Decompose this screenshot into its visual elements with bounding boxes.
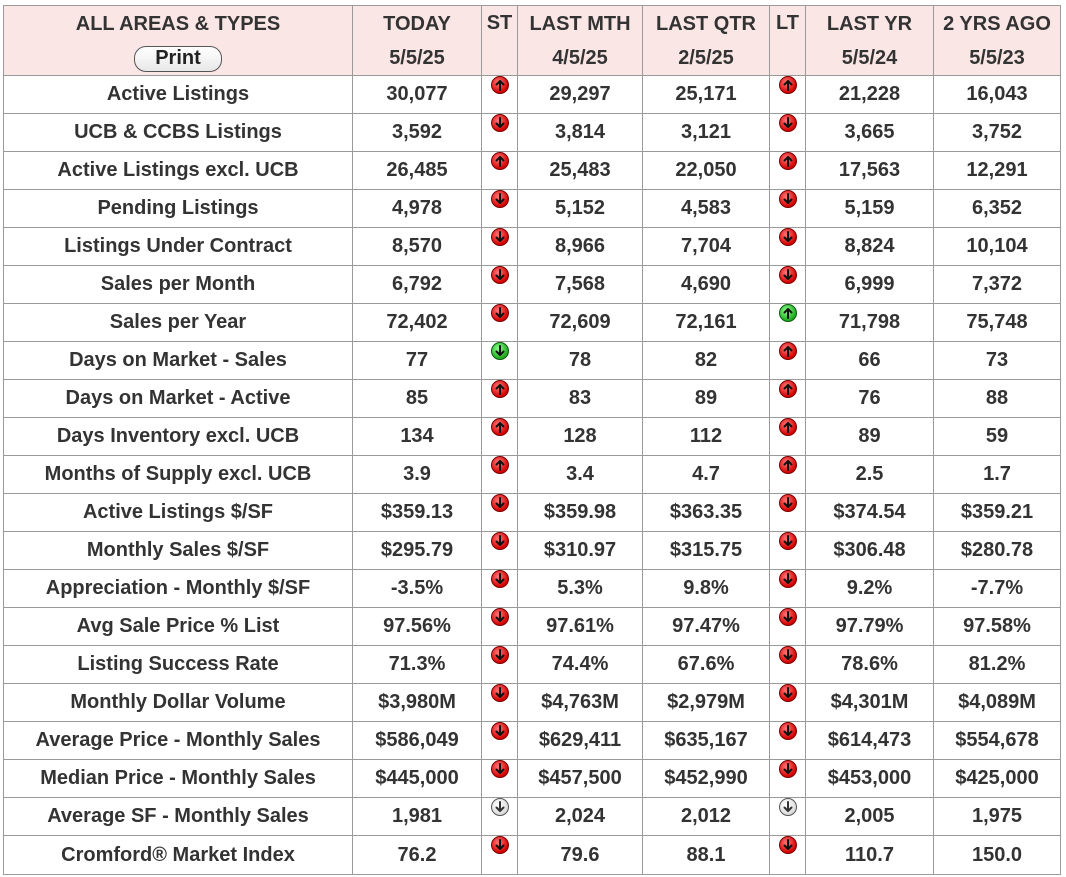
lt-arrow-cell bbox=[770, 342, 806, 380]
last-qtr-value: $363.35 bbox=[643, 494, 770, 532]
arrow-down-red-icon bbox=[491, 304, 509, 322]
today-value: 134 bbox=[353, 418, 482, 456]
today-value: 6,792 bbox=[353, 266, 482, 304]
arrow-down-red-icon bbox=[491, 646, 509, 664]
table-row bbox=[4, 266, 1061, 304]
table-row bbox=[4, 342, 1061, 380]
arrow-down-red-icon bbox=[491, 228, 509, 246]
last-mth-value: 29,297 bbox=[518, 76, 643, 114]
col-lt bbox=[770, 6, 806, 76]
table-row bbox=[4, 152, 1061, 190]
arrow-down-red-icon bbox=[779, 266, 797, 284]
last-mth-value: 5,152 bbox=[518, 190, 643, 228]
arrow-up-red-icon bbox=[491, 456, 509, 474]
arrow-down-red-icon bbox=[779, 608, 797, 626]
st-arrow-cell bbox=[482, 342, 518, 380]
last-yr-value: $306.48 bbox=[806, 532, 934, 570]
metric-label: Avg Sale Price % List bbox=[4, 608, 353, 646]
col-last-qtr bbox=[643, 6, 770, 76]
lt-arrow-cell bbox=[770, 456, 806, 494]
st-arrow-cell bbox=[482, 646, 518, 684]
st-arrow-cell bbox=[482, 684, 518, 722]
st-arrow-cell bbox=[482, 836, 518, 875]
last-qtr-value: $452,990 bbox=[643, 760, 770, 798]
metric-label: Days on Market - Active bbox=[4, 380, 353, 418]
col-st-label: ST bbox=[486, 12, 513, 34]
st-arrow-cell bbox=[482, 722, 518, 760]
today-value: 1,981 bbox=[353, 798, 482, 836]
arrow-down-red-icon bbox=[779, 494, 797, 512]
metric-label: UCB & CCBS Listings bbox=[4, 114, 353, 152]
lt-arrow-cell bbox=[770, 570, 806, 608]
two-yrs-value: 6,352 bbox=[934, 190, 1061, 228]
metric-label: Sales per Year bbox=[4, 304, 353, 342]
arrow-down-red-icon bbox=[491, 760, 509, 778]
col-lt-label: LT bbox=[776, 12, 799, 34]
col-last-qtr-label: LAST QTR bbox=[656, 12, 756, 35]
area-title-cell bbox=[4, 6, 353, 76]
arrow-up-red-icon bbox=[491, 152, 509, 170]
two-yrs-value: $4,089M bbox=[934, 684, 1061, 722]
last-yr-value: 76 bbox=[806, 380, 934, 418]
last-mth-value: $359.98 bbox=[518, 494, 643, 532]
last-qtr-value: 72,161 bbox=[643, 304, 770, 342]
table-body bbox=[4, 76, 1061, 875]
last-qtr-value: 97.47% bbox=[643, 608, 770, 646]
last-mth-value: 25,483 bbox=[518, 152, 643, 190]
two-yrs-value: -7.7% bbox=[934, 570, 1061, 608]
table-row bbox=[4, 228, 1061, 266]
today-value: 72,402 bbox=[353, 304, 482, 342]
today-value: 3,592 bbox=[353, 114, 482, 152]
last-mth-value: 3.4 bbox=[518, 456, 643, 494]
arrow-down-red-icon bbox=[779, 570, 797, 588]
st-arrow-cell bbox=[482, 608, 518, 646]
arrow-down-red-icon bbox=[491, 684, 509, 702]
last-qtr-value: 4,690 bbox=[643, 266, 770, 304]
header-row bbox=[4, 6, 1061, 76]
table-row bbox=[4, 684, 1061, 722]
col-st bbox=[482, 6, 518, 76]
today-value: $359.13 bbox=[353, 494, 482, 532]
table-row bbox=[4, 190, 1061, 228]
today-value: $295.79 bbox=[353, 532, 482, 570]
today-value: 4,978 bbox=[353, 190, 482, 228]
arrow-up-red-icon bbox=[491, 76, 509, 94]
lt-arrow-cell bbox=[770, 722, 806, 760]
two-yrs-value: 75,748 bbox=[934, 304, 1061, 342]
metric-label: Average SF - Monthly Sales bbox=[4, 798, 353, 836]
metric-label: Median Price - Monthly Sales bbox=[4, 760, 353, 798]
arrow-down-red-icon bbox=[491, 570, 509, 588]
last-mth-value: 74.4% bbox=[518, 646, 643, 684]
st-arrow-cell bbox=[482, 304, 518, 342]
last-qtr-value: 25,171 bbox=[643, 76, 770, 114]
metric-label: Listing Success Rate bbox=[4, 646, 353, 684]
last-mth-value: 7,568 bbox=[518, 266, 643, 304]
last-mth-value: 83 bbox=[518, 380, 643, 418]
table-row bbox=[4, 760, 1061, 798]
metric-label: Average Price - Monthly Sales bbox=[4, 722, 353, 760]
arrow-up-red-icon bbox=[491, 380, 509, 398]
metric-label: Days Inventory excl. UCB bbox=[4, 418, 353, 456]
st-arrow-cell bbox=[482, 494, 518, 532]
today-value: 30,077 bbox=[353, 76, 482, 114]
last-mth-value: 97.61% bbox=[518, 608, 643, 646]
table-row bbox=[4, 380, 1061, 418]
last-mth-value: 8,966 bbox=[518, 228, 643, 266]
metric-label: Sales per Month bbox=[4, 266, 353, 304]
today-value: 76.2 bbox=[353, 836, 482, 875]
last-qtr-value: 2,012 bbox=[643, 798, 770, 836]
lt-arrow-cell bbox=[770, 380, 806, 418]
table-header bbox=[4, 6, 1061, 76]
today-value: -3.5% bbox=[353, 570, 482, 608]
lt-arrow-cell bbox=[770, 266, 806, 304]
last-mth-value: 5.3% bbox=[518, 570, 643, 608]
two-yrs-value: 73 bbox=[934, 342, 1061, 380]
lt-arrow-cell bbox=[770, 684, 806, 722]
arrow-down-red-icon bbox=[779, 532, 797, 550]
st-arrow-cell bbox=[482, 76, 518, 114]
st-arrow-cell bbox=[482, 190, 518, 228]
arrow-up-red-icon bbox=[779, 342, 797, 360]
last-mth-value: $457,500 bbox=[518, 760, 643, 798]
arrow-up-red-icon bbox=[779, 76, 797, 94]
last-mth-value: 2,024 bbox=[518, 798, 643, 836]
arrow-up-red-icon bbox=[779, 152, 797, 170]
table-row bbox=[4, 570, 1061, 608]
last-yr-value: 78.6% bbox=[806, 646, 934, 684]
arrow-down-white-icon bbox=[779, 798, 797, 816]
col-last-yr bbox=[806, 6, 934, 76]
today-value: 8,570 bbox=[353, 228, 482, 266]
today-value: 97.56% bbox=[353, 608, 482, 646]
arrow-up-red-icon bbox=[491, 418, 509, 436]
last-yr-value: 66 bbox=[806, 342, 934, 380]
two-yrs-value: $359.21 bbox=[934, 494, 1061, 532]
last-yr-value: 3,665 bbox=[806, 114, 934, 152]
last-qtr-value: 4.7 bbox=[643, 456, 770, 494]
last-mth-value: 72,609 bbox=[518, 304, 643, 342]
table-row bbox=[4, 722, 1061, 760]
arrow-up-red-icon bbox=[779, 380, 797, 398]
col-2yrs bbox=[934, 6, 1061, 76]
st-arrow-cell bbox=[482, 152, 518, 190]
metric-label: Monthly Dollar Volume bbox=[4, 684, 353, 722]
arrow-down-red-icon bbox=[491, 190, 509, 208]
col-last-qtr-date: 2/5/25 bbox=[678, 46, 734, 69]
last-mth-value: 78 bbox=[518, 342, 643, 380]
metric-label: Active Listings $/SF bbox=[4, 494, 353, 532]
last-qtr-value: $2,979M bbox=[643, 684, 770, 722]
lt-arrow-cell bbox=[770, 152, 806, 190]
st-arrow-cell bbox=[482, 570, 518, 608]
lt-arrow-cell bbox=[770, 418, 806, 456]
arrow-down-red-icon bbox=[491, 266, 509, 284]
metric-label: Days on Market - Sales bbox=[4, 342, 353, 380]
col-today-date: 5/5/25 bbox=[389, 46, 445, 69]
two-yrs-value: 1,975 bbox=[934, 798, 1061, 836]
arrow-down-red-icon bbox=[779, 190, 797, 208]
arrow-down-green-icon bbox=[491, 342, 509, 360]
two-yrs-value: 97.58% bbox=[934, 608, 1061, 646]
col-last-mth-date: 4/5/25 bbox=[552, 46, 608, 69]
st-arrow-cell bbox=[482, 114, 518, 152]
last-qtr-value: 4,583 bbox=[643, 190, 770, 228]
today-value: 71.3% bbox=[353, 646, 482, 684]
last-yr-value: $614,473 bbox=[806, 722, 934, 760]
table-row bbox=[4, 456, 1061, 494]
lt-arrow-cell bbox=[770, 798, 806, 836]
lt-arrow-cell bbox=[770, 608, 806, 646]
arrow-down-red-icon bbox=[779, 646, 797, 664]
two-yrs-value: 81.2% bbox=[934, 646, 1061, 684]
last-qtr-value: 3,121 bbox=[643, 114, 770, 152]
two-yrs-value: $280.78 bbox=[934, 532, 1061, 570]
metric-label: Pending Listings bbox=[4, 190, 353, 228]
two-yrs-value: 1.7 bbox=[934, 456, 1061, 494]
today-value: $445,000 bbox=[353, 760, 482, 798]
col-last-mth-label: LAST MTH bbox=[529, 12, 631, 35]
last-mth-value: $4,763M bbox=[518, 684, 643, 722]
last-yr-value: 89 bbox=[806, 418, 934, 456]
today-value: 85 bbox=[353, 380, 482, 418]
two-yrs-value: 16,043 bbox=[934, 76, 1061, 114]
arrow-up-red-icon bbox=[779, 456, 797, 474]
last-qtr-value: 67.6% bbox=[643, 646, 770, 684]
table-row bbox=[4, 494, 1061, 532]
col-today bbox=[353, 6, 482, 76]
two-yrs-value: 7,372 bbox=[934, 266, 1061, 304]
last-yr-value: 2,005 bbox=[806, 798, 934, 836]
last-mth-value: 128 bbox=[518, 418, 643, 456]
today-value: $586,049 bbox=[353, 722, 482, 760]
table-row bbox=[4, 798, 1061, 836]
print-button[interactable]: Print bbox=[134, 46, 222, 72]
last-mth-value: 3,814 bbox=[518, 114, 643, 152]
table-row bbox=[4, 304, 1061, 342]
metric-label: Active Listings bbox=[4, 76, 353, 114]
arrow-down-red-icon bbox=[491, 608, 509, 626]
col-last-yr-date: 5/5/24 bbox=[841, 46, 898, 69]
lt-arrow-cell bbox=[770, 228, 806, 266]
last-yr-value: 2.5 bbox=[806, 456, 934, 494]
lt-arrow-cell bbox=[770, 760, 806, 798]
last-yr-value: $374.54 bbox=[806, 494, 934, 532]
arrow-up-red-icon bbox=[779, 418, 797, 436]
st-arrow-cell bbox=[482, 418, 518, 456]
arrow-up-green-icon bbox=[779, 304, 797, 322]
two-yrs-value: $554,678 bbox=[934, 722, 1061, 760]
last-qtr-value: 22,050 bbox=[643, 152, 770, 190]
last-yr-value: 6,999 bbox=[806, 266, 934, 304]
last-qtr-value: $635,167 bbox=[643, 722, 770, 760]
table-row bbox=[4, 114, 1061, 152]
metric-label: Appreciation - Monthly $/SF bbox=[4, 570, 353, 608]
two-yrs-value: 12,291 bbox=[934, 152, 1061, 190]
area-title: ALL AREAS & TYPES bbox=[75, 12, 281, 35]
metric-label: Listings Under Contract bbox=[4, 228, 353, 266]
metric-label: Monthly Sales $/SF bbox=[4, 532, 353, 570]
col-today-label: TODAY bbox=[383, 12, 451, 35]
last-yr-value: 8,824 bbox=[806, 228, 934, 266]
today-value: 26,485 bbox=[353, 152, 482, 190]
last-qtr-value: 112 bbox=[643, 418, 770, 456]
arrow-down-red-icon bbox=[779, 760, 797, 778]
last-qtr-value: 7,704 bbox=[643, 228, 770, 266]
arrow-down-red-icon bbox=[779, 684, 797, 702]
two-yrs-value: 3,752 bbox=[934, 114, 1061, 152]
last-mth-value: $629,411 bbox=[518, 722, 643, 760]
arrow-down-red-icon bbox=[779, 722, 797, 740]
arrow-down-red-icon bbox=[779, 114, 797, 132]
last-yr-value: 9.2% bbox=[806, 570, 934, 608]
last-qtr-value: 89 bbox=[643, 380, 770, 418]
table-row bbox=[4, 76, 1061, 114]
today-value: $3,980M bbox=[353, 684, 482, 722]
lt-arrow-cell bbox=[770, 646, 806, 684]
arrow-down-red-icon bbox=[779, 836, 797, 854]
arrow-down-red-icon bbox=[491, 114, 509, 132]
last-yr-value: 97.79% bbox=[806, 608, 934, 646]
last-yr-value: 71,798 bbox=[806, 304, 934, 342]
last-yr-value: 21,228 bbox=[806, 76, 934, 114]
arrow-down-red-icon bbox=[779, 228, 797, 246]
last-mth-value: 79.6 bbox=[518, 836, 643, 875]
last-yr-value: 5,159 bbox=[806, 190, 934, 228]
lt-arrow-cell bbox=[770, 76, 806, 114]
metric-label: Active Listings excl. UCB bbox=[4, 152, 353, 190]
arrow-down-red-icon bbox=[491, 532, 509, 550]
two-yrs-value: 59 bbox=[934, 418, 1061, 456]
arrow-down-red-icon bbox=[491, 836, 509, 854]
st-arrow-cell bbox=[482, 228, 518, 266]
lt-arrow-cell bbox=[770, 190, 806, 228]
last-yr-value: 110.7 bbox=[806, 836, 934, 875]
arrow-down-white-icon bbox=[491, 798, 509, 816]
table-row bbox=[4, 532, 1061, 570]
col-last-mth bbox=[518, 6, 643, 76]
last-qtr-value: 88.1 bbox=[643, 836, 770, 875]
table-row bbox=[4, 836, 1061, 875]
st-arrow-cell bbox=[482, 456, 518, 494]
st-arrow-cell bbox=[482, 798, 518, 836]
last-qtr-value: $315.75 bbox=[643, 532, 770, 570]
col-2yrs-date: 5/5/23 bbox=[969, 46, 1025, 69]
lt-arrow-cell bbox=[770, 532, 806, 570]
metric-label: Cromford® Market Index bbox=[4, 836, 353, 875]
lt-arrow-cell bbox=[770, 304, 806, 342]
table-row bbox=[4, 646, 1061, 684]
two-yrs-value: 88 bbox=[934, 380, 1061, 418]
last-yr-value: $4,301M bbox=[806, 684, 934, 722]
last-mth-value: $310.97 bbox=[518, 532, 643, 570]
table-row bbox=[4, 418, 1061, 456]
col-last-yr-label: LAST YR bbox=[826, 12, 913, 35]
last-qtr-value: 82 bbox=[643, 342, 770, 380]
last-yr-value: $453,000 bbox=[806, 760, 934, 798]
two-yrs-value: 150.0 bbox=[934, 836, 1061, 875]
metric-label: Months of Supply excl. UCB bbox=[4, 456, 353, 494]
two-yrs-value: 10,104 bbox=[934, 228, 1061, 266]
st-arrow-cell bbox=[482, 532, 518, 570]
st-arrow-cell bbox=[482, 380, 518, 418]
st-arrow-cell bbox=[482, 760, 518, 798]
last-yr-value: 17,563 bbox=[806, 152, 934, 190]
lt-arrow-cell bbox=[770, 114, 806, 152]
arrow-down-red-icon bbox=[491, 494, 509, 512]
today-value: 77 bbox=[353, 342, 482, 380]
lt-arrow-cell bbox=[770, 836, 806, 875]
st-arrow-cell bbox=[482, 266, 518, 304]
col-2yrs-label: 2 YRS AGO bbox=[943, 12, 1051, 35]
today-value: 3.9 bbox=[353, 456, 482, 494]
table-row bbox=[4, 608, 1061, 646]
arrow-down-red-icon bbox=[491, 722, 509, 740]
two-yrs-value: $425,000 bbox=[934, 760, 1061, 798]
lt-arrow-cell bbox=[770, 494, 806, 532]
last-qtr-value: 9.8% bbox=[643, 570, 770, 608]
market-stats-table bbox=[3, 5, 1061, 875]
